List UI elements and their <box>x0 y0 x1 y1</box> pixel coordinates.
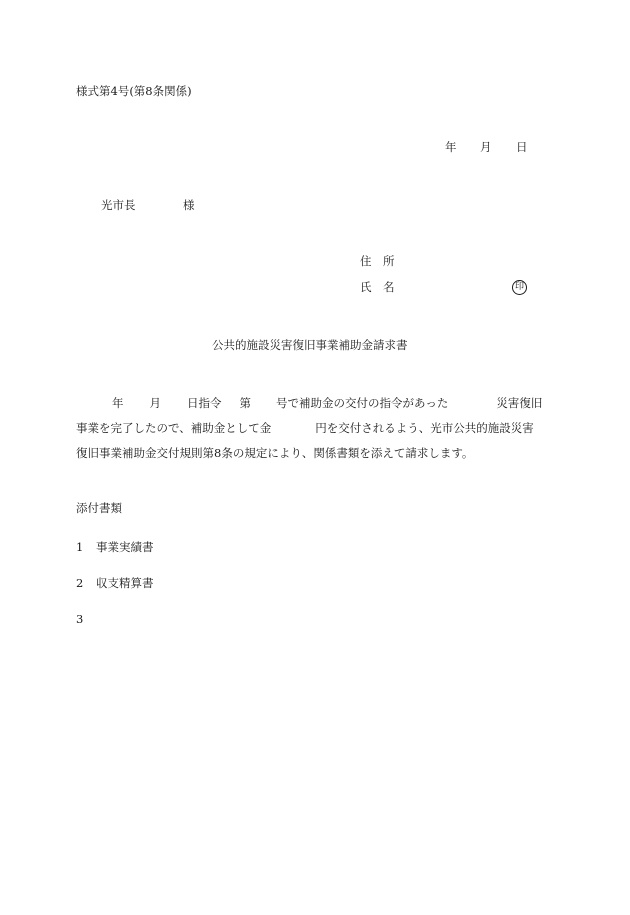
seal-mark: 印 <box>512 280 527 295</box>
body-disaster-label: 災害復旧 <box>496 396 543 410</box>
attachment-number: 3 <box>76 612 84 626</box>
body-year-label: 年 <box>112 396 124 410</box>
attachment-label: 収支精算書 <box>96 576 154 590</box>
date-month: 月 <box>480 140 492 154</box>
attachment-number: 2 <box>76 576 84 590</box>
addressee-honorific: 様 <box>183 198 195 212</box>
body-directive-text: 号で補助金の交付の指令があった <box>276 396 449 410</box>
body-line-1 <box>76 398 554 423</box>
date-day: 日 <box>516 140 528 154</box>
body-dai-label: 第 <box>239 396 251 410</box>
address-label: 住 所 <box>360 254 395 268</box>
addressee-name: 光市長 <box>101 198 136 212</box>
body-amount-text: 事業を完了したので、補助金として金 <box>76 421 272 435</box>
body-month-label: 月 <box>149 396 161 410</box>
date-year: 年 <box>445 140 457 154</box>
body-line-2 <box>76 423 554 448</box>
body-request-text: 円を交付されるよう、光市公共的施設災害 <box>315 421 534 435</box>
name-label: 氏 名 <box>360 280 395 294</box>
form-number: 様式第4号(第8条関係) <box>76 84 192 98</box>
attachment-number: 1 <box>76 540 84 554</box>
body-line-3: 復旧事業補助金交付規則第8条の規定により、関係書類を添えて請求します。 <box>76 446 474 460</box>
document-title: 公共的施設災害復旧事業補助金請求書 <box>212 338 408 352</box>
attachment-label: 事業実績書 <box>96 540 154 554</box>
request-body <box>76 398 554 473</box>
body-directive-label: 日指令 <box>187 396 222 410</box>
attachments-heading: 添付書類 <box>76 501 122 515</box>
